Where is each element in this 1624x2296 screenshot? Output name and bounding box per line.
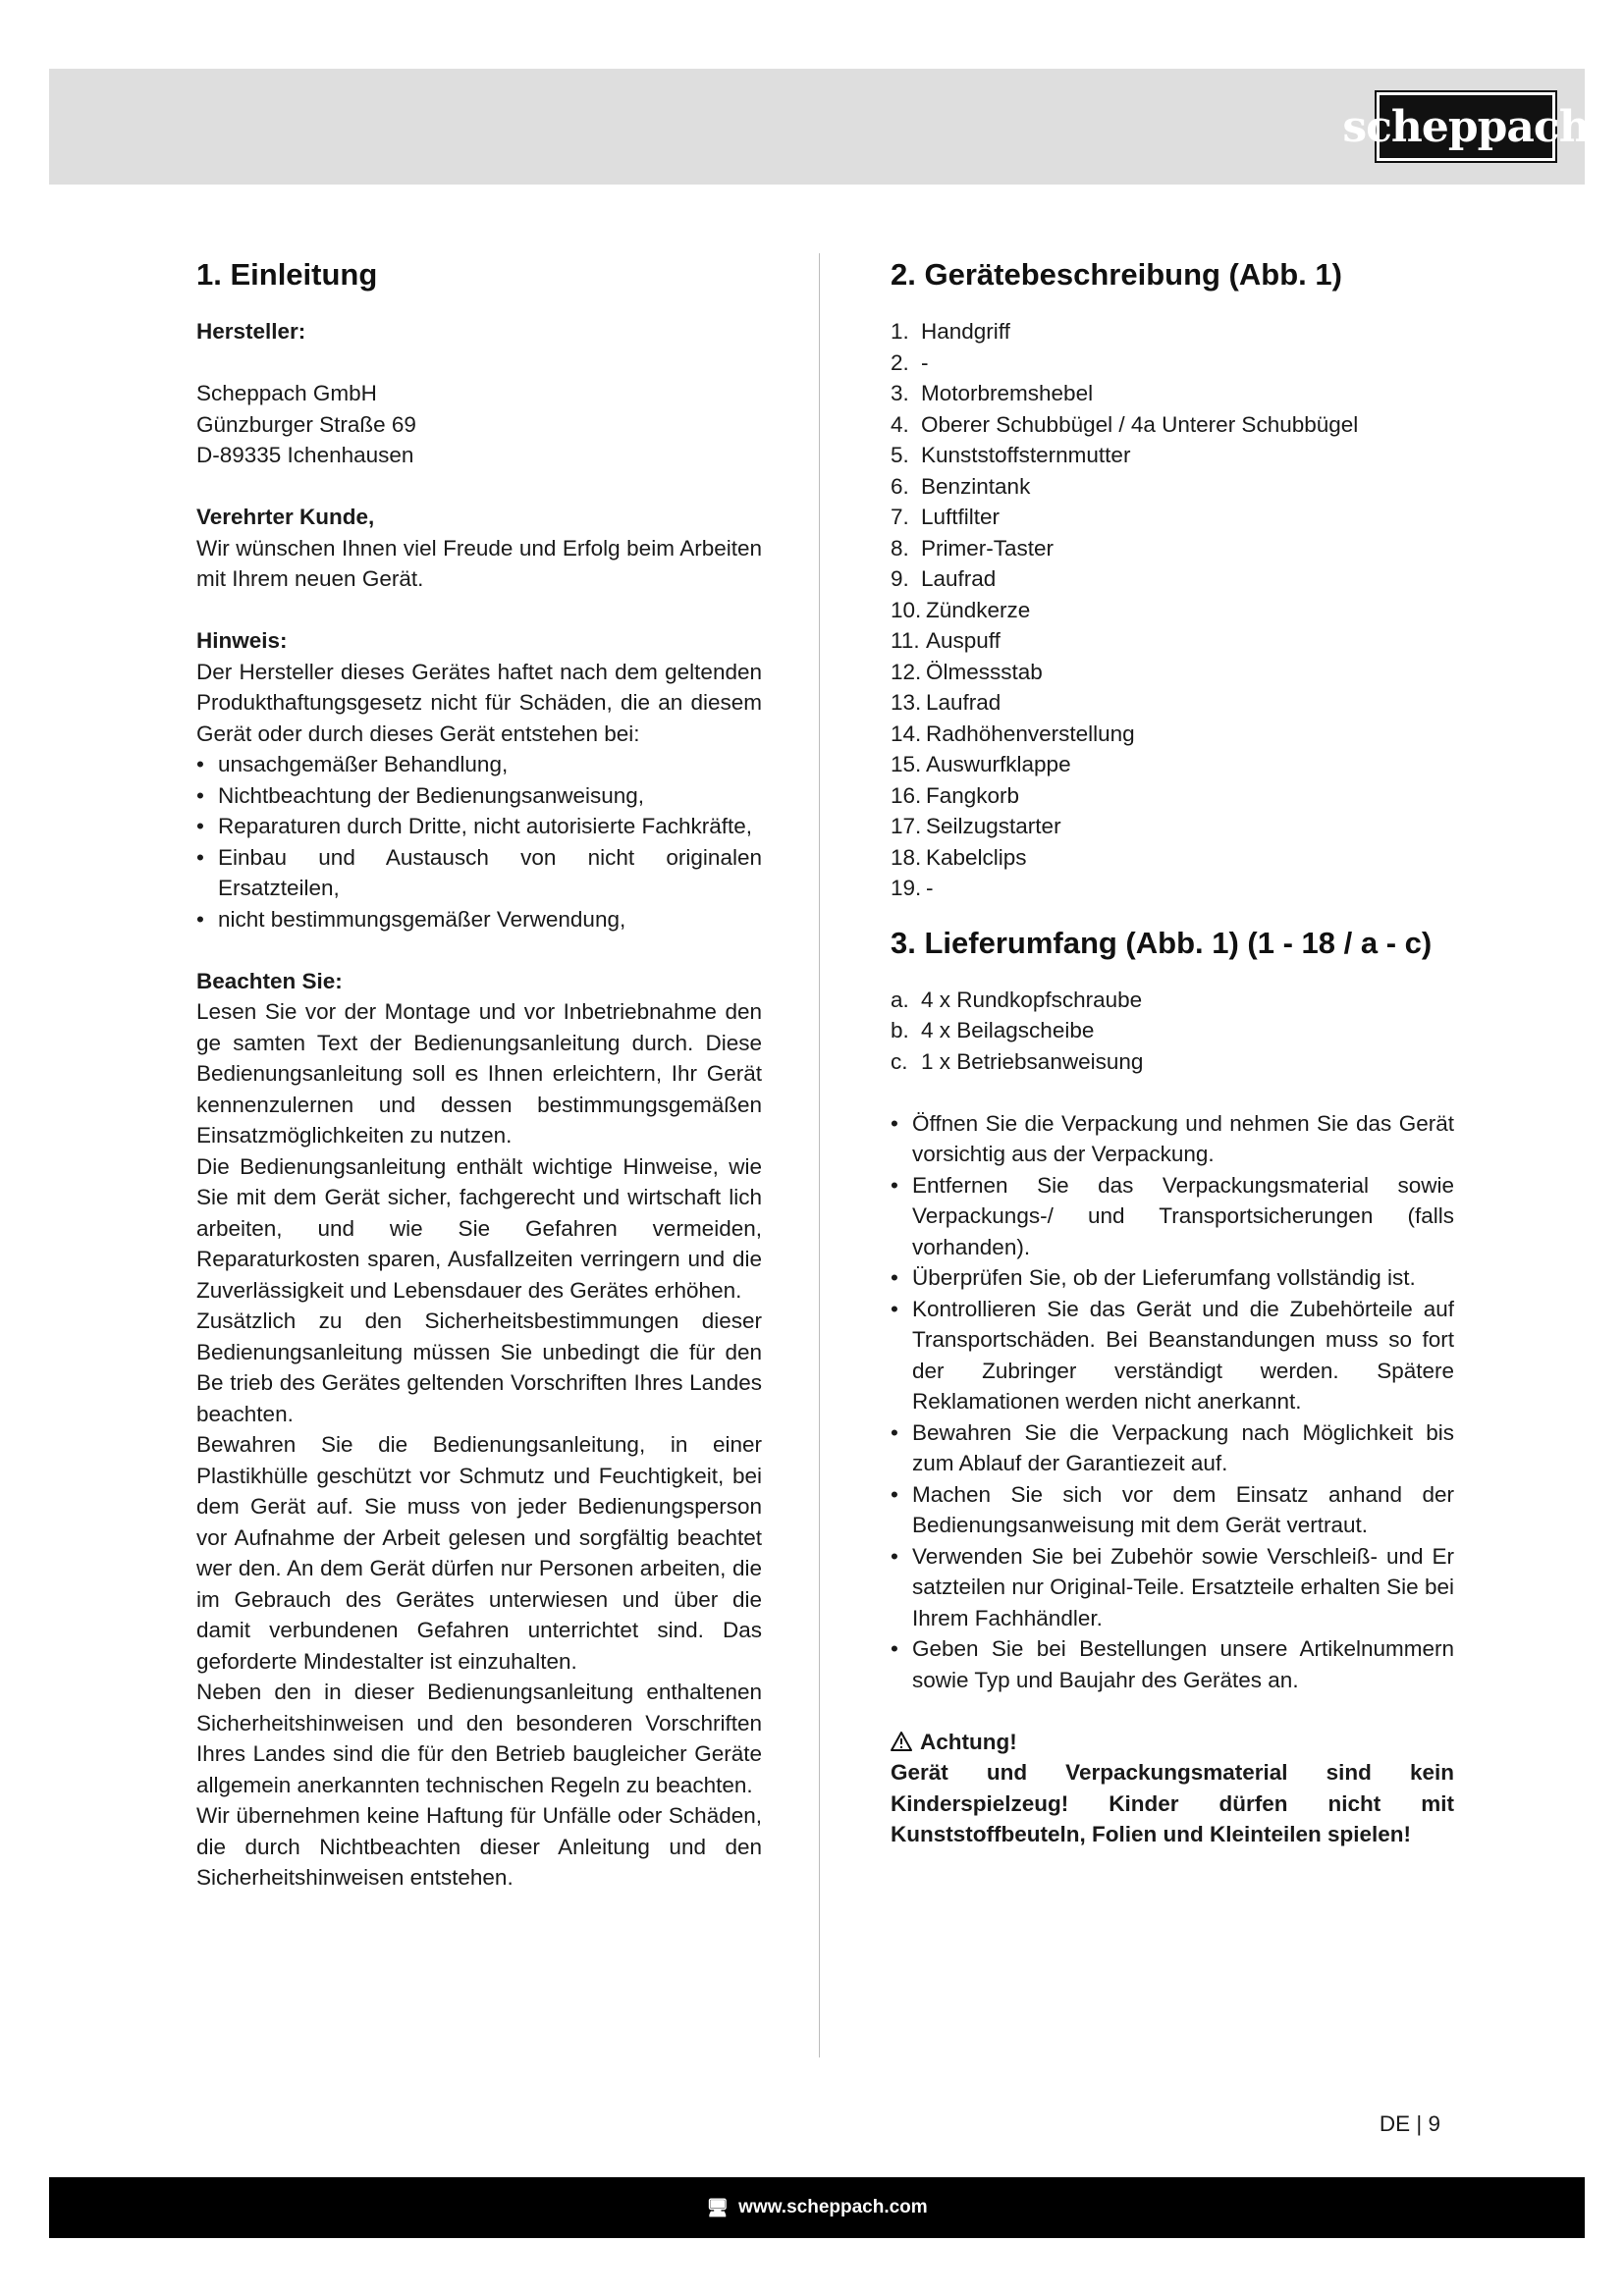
brand-logo: scheppach [1377, 92, 1555, 161]
list-item [891, 811, 1454, 842]
list-item-number: 15. [891, 752, 922, 776]
list-item-number: 2. [891, 349, 909, 375]
attention-paragraph: Bewahren Sie die Bedienungsanleitung, in einer Plastikhülle geschützt vor Schmutz und Feuchtigkeit, bei dem Gerät auf. Sie muss von jeder Bedienungsperson vor Aufnahme der Arbeit gelesen und sorgfältig beachtet wer den. An dem Gerät dürfen nur Personen arbeiten, die im Gebrauch des Gerätes unterwiesen und über die damit verbundenen Gefahren unterrichtet sind. Das geforderte Mindestalter ist einzuhalten. [196, 1432, 762, 1674]
list-item-text: Auspuff [926, 628, 1001, 653]
list-item: • Nichtbeachtung der Bedienungsanweisung, [196, 780, 762, 812]
warning-text: Gerät und Verpackungsmaterial sind kein Kinderspielzeug! Kinder dürfen nicht mit Kunststoffbeuteln, Folien und Kleinteilen spielen! [891, 1760, 1454, 1846]
computer-icon: 🖥 [706, 2197, 730, 2217]
list-item-text: Primer-Taster [921, 535, 1055, 561]
attention-label: Beachten Sie: [196, 968, 343, 993]
list-item [891, 842, 1454, 874]
footer-url[interactable]: www.scheppach.com [738, 2197, 928, 2217]
list-item-text: 1 x Betriebsanweisung [921, 1048, 1144, 1074]
list-item [891, 409, 1454, 441]
right-column [891, 255, 1454, 1850]
list-item-number: 4. [891, 411, 909, 437]
list-item [891, 873, 1454, 904]
list-item-number: c. [891, 1048, 908, 1074]
address-line-company: Scheppach GmbH [196, 381, 377, 405]
list-item: • Kontrollieren Sie das Gerät und die Zubehörteile auf Transportschäden. Bei Beanstandungen muss so fort der Zubringer verständigt werden. Spätere Reklamationen werden nicht anerkannt. [891, 1294, 1454, 1417]
list-item-text: Handgriff [921, 319, 1010, 344]
list-item-number: 13. [891, 690, 922, 715]
list-item-text: Laufrad [926, 690, 1001, 715]
list-item-text: - [926, 876, 934, 900]
list-item-text: Luftfilter [921, 505, 1001, 529]
column-divider [819, 253, 820, 2057]
list-item [891, 1015, 1454, 1046]
list-item [891, 347, 1454, 379]
list-item-text: Motorbremshebel [921, 381, 1094, 405]
list-item-text: Zündkerze [926, 597, 1031, 622]
list-item [891, 749, 1454, 780]
section-2-title: 2. Gerätebeschreibung (Abb. 1) [891, 257, 1342, 292]
list-item-number: 16. [891, 782, 922, 808]
section-3-title: 3. Lieferumfang (Abb. 1) (1 - 18 / a - c) [891, 925, 1433, 960]
list-item-text: Auswurfklappe [926, 752, 1071, 776]
scope-bullet-list [891, 1108, 1454, 1696]
list-item: • Überprüfen Sie, ob der Lieferumfang vollständig ist. [891, 1262, 1454, 1294]
list-item-text: Seilzugstarter [926, 814, 1061, 838]
list-item [891, 316, 1454, 347]
list-item-text: Oberer Schubbügel / 4a Unterer Schubbügel [921, 411, 1359, 437]
section-1-title: 1. Einleitung [196, 257, 378, 292]
customer-label: Verehrter Kunde, [196, 505, 375, 529]
list-item-text: Fangkorb [926, 782, 1020, 808]
list-item-number: b. [891, 1018, 909, 1042]
list-item-text: 4 x Rundkopfschraube [921, 987, 1143, 1012]
list-item-number: 6. [891, 473, 909, 499]
list-item [891, 985, 1454, 1016]
list-item-number: 17. [891, 814, 922, 838]
warning-title-text: Achtung! [920, 1729, 1017, 1754]
left-column [196, 255, 762, 1894]
warning-title [891, 1727, 1454, 1758]
list-item-number: 19. [891, 876, 922, 900]
list-item-text: Benzintank [921, 473, 1031, 499]
list-item-number: 10. [891, 597, 922, 622]
address-line-street: Günzburger Straße 69 [196, 411, 416, 437]
list-item-text: - [921, 349, 929, 375]
list-item-number: 11. [891, 628, 920, 653]
list-item [891, 780, 1454, 812]
list-item-number: a. [891, 987, 909, 1012]
list-item [891, 719, 1454, 750]
list-item-text: Kabelclips [926, 844, 1027, 870]
list-item: • Öffnen Sie die Verpackung und nehmen Sie das Gerät vorsichtig aus der Verpackung. [891, 1108, 1454, 1170]
list-item: • Machen Sie sich vor dem Einsatz anhand der Bedienungsanweisung mit dem Gerät vertraut. [891, 1479, 1454, 1541]
list-item-text: Laufrad [921, 566, 997, 591]
list-item: • Entfernen Sie das Verpackungsmaterial sowie Verpackungs-/ und Transportsicherungen (falls vorhanden). [891, 1170, 1454, 1263]
list-item-number: 18. [891, 844, 922, 870]
attention-paragraph: Wir übernehmen keine Haftung für Unfälle oder Schäden, die durch Nichtbeachten dieser Anleitung und den Sicherheitshinweisen entstehen. [196, 1803, 762, 1890]
list-item [891, 625, 1454, 657]
list-item: • Verwenden Sie bei Zubehör sowie Verschleiß- und Er satzteilen nur Original-Teile. Ersatzteile erhalten Sie bei Ihrem Fachhändler. [891, 1541, 1454, 1634]
customer-text: Wir wünschen Ihnen viel Freude und Erfolg beim Arbeiten mit Ihrem neuen Gerät. [196, 535, 762, 591]
list-item-number: 5. [891, 443, 909, 467]
list-item: • Reparaturen durch Dritte, nicht autorisierte Fachkräfte, [196, 811, 762, 842]
list-item: • Bewahren Sie die Verpackung nach Möglichkeit bis zum Ablauf der Garantiezeit auf. [891, 1417, 1454, 1479]
list-item [891, 657, 1454, 688]
attention-paragraph: Neben den in dieser Bedienungsanleitung enthaltenen Sicherheitshinweisen und den besonderen Vorschriften Ihres Landes sind die für den Betrieb baugleicher Geräte allgemein anerkannten technischen Regeln zu beachten. [196, 1680, 762, 1797]
list-item-number: 12. [891, 659, 922, 684]
address-line-city: D-89335 Ichenhausen [196, 443, 414, 467]
warning-triangle-icon [891, 1732, 912, 1751]
list-item-number: 14. [891, 721, 922, 746]
list-item [891, 687, 1454, 719]
note-label: Hinweis: [196, 628, 288, 653]
list-item-text: Ölmessstab [926, 659, 1043, 684]
list-item-number: 7. [891, 505, 909, 529]
page-number: DE | 9 [1379, 2111, 1440, 2136]
parts-list [891, 316, 1454, 904]
list-item [891, 533, 1454, 564]
footer-band [49, 2177, 1585, 2238]
list-item [891, 595, 1454, 626]
manufacturer-label: Hersteller: [196, 319, 306, 344]
list-item-number: 9. [891, 566, 909, 591]
list-item-text: Radhöhenverstellung [926, 721, 1135, 746]
attention-paragraph: Zusätzlich zu den Sicherheitsbestimmungen dieser Bedienungsanleitung müssen Sie unbedingt die für den Be trieb des Gerätes geltenden Vorschriften Ihres Landes beachten. [196, 1308, 762, 1426]
list-item: • Einbau und Austausch von nicht originalen Ersatzteilen, [196, 842, 762, 904]
note-bullet-list [196, 749, 762, 934]
note-text: Der Hersteller dieses Gerätes haftet nach dem geltenden Produkthaftungsgesetz nicht für Schäden, die an diesem Gerät oder durch dieses Gerät entstehen bei: [196, 659, 762, 746]
list-item [891, 502, 1454, 533]
list-item-text: 4 x Beilagscheibe [921, 1018, 1095, 1042]
list-item [891, 378, 1454, 409]
list-item: • Geben Sie bei Bestellungen unsere Artikelnummern sowie Typ und Baujahr des Gerätes an. [891, 1633, 1454, 1695]
list-item-number: 1. [891, 319, 909, 344]
list-item [891, 1046, 1454, 1078]
list-item-text: Kunststoffsternmutter [921, 443, 1131, 467]
list-item-number: 8. [891, 535, 909, 561]
list-item: • unsachgemäßer Behandlung, [196, 749, 762, 780]
list-item-number: 3. [891, 381, 909, 405]
scope-list [891, 985, 1454, 1078]
header-band [49, 69, 1590, 185]
attention-paragraph: Die Bedienungsanleitung enthält wichtige Hinweise, wie Sie mit dem Gerät sicher, fachgerecht und wirtschaft lich arbeiten, und wie Sie Gefahren vermeiden, Reparaturkosten sparen, Ausfallzeiten verringern und die Zuverlässigkeit und Lebensdauer des Gerätes erhöhen. [196, 1153, 762, 1303]
list-item [891, 471, 1454, 503]
list-item [891, 563, 1454, 595]
list-item: • nicht bestimmungsgemäßer Verwendung, [196, 904, 762, 935]
attention-paragraph: Lesen Sie vor der Montage und vor Inbetriebnahme den ge samten Text der Bedienungsanleitung durch. Diese Bedienungsanleitung soll es Ihnen erleichtern, Ihr Gerät kennenzulernen und dessen bestimmungsgemäßen Einsatzmöglichkeiten zu nutzen. [196, 999, 762, 1148]
list-item [891, 440, 1454, 471]
